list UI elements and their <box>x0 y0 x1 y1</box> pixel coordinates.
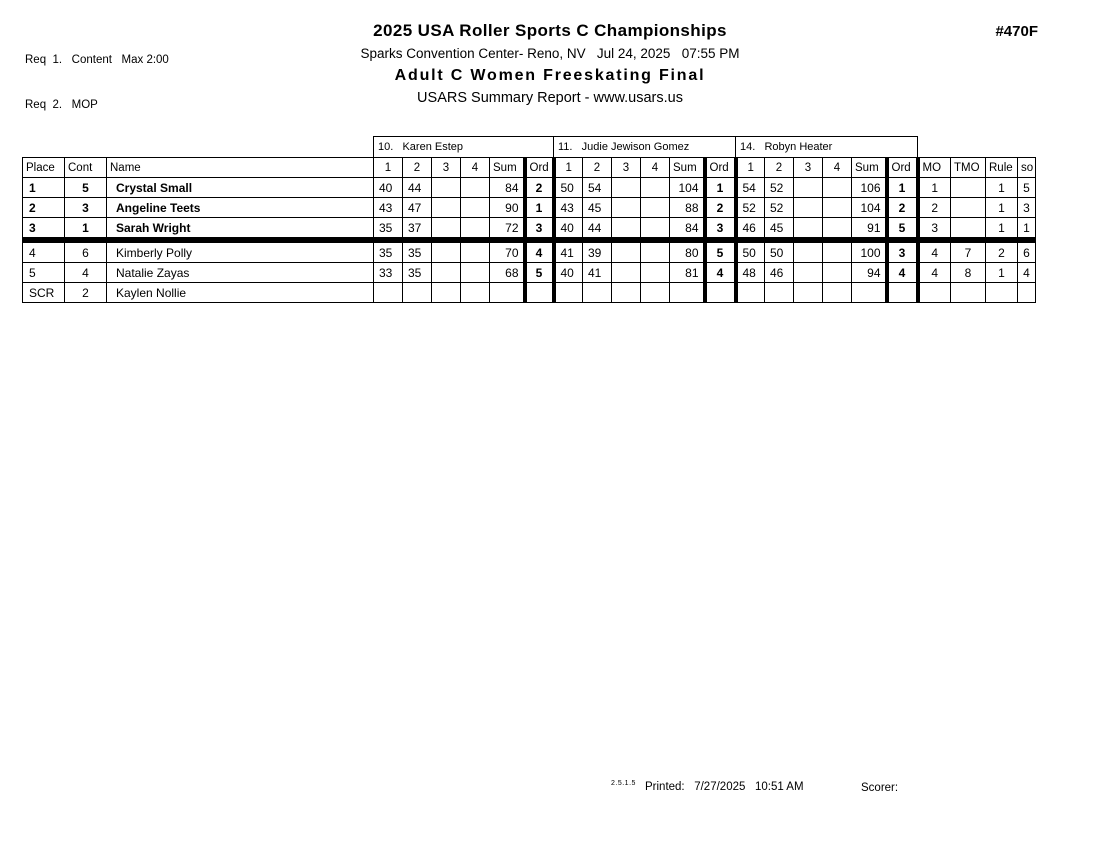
cell-judge2-sum: 88 <box>670 198 705 218</box>
cell-judge3-score2 <box>765 283 794 303</box>
cell-cont: 5 <box>65 178 107 198</box>
result-row-3 <box>23 218 1036 241</box>
header-rule: Rule <box>986 158 1018 178</box>
cell-judge1-score3 <box>432 218 461 241</box>
cell-skater-name: Sarah Wright <box>107 218 374 241</box>
cell-rule: 1 <box>986 218 1018 241</box>
header-judge2-1: 1 <box>554 158 583 178</box>
cell-rule <box>986 283 1018 303</box>
cell-judge1-score2 <box>403 283 432 303</box>
cell-judge3-ord: 3 <box>887 240 918 263</box>
results-table-wrapper <box>22 136 1036 303</box>
cell-mo: 1 <box>918 178 951 198</box>
cell-place: SCR <box>23 283 65 303</box>
cell-judge1-score2: 37 <box>403 218 432 241</box>
cell-judge2-score4 <box>641 218 670 241</box>
cell-judge1-score4 <box>461 263 490 283</box>
header-cont: Cont <box>65 158 107 178</box>
cell-judge1-score3 <box>432 198 461 218</box>
header-judge3-ord: Ord <box>887 158 918 178</box>
cell-judge2-score2: 54 <box>583 178 612 198</box>
header-judge1-4: 4 <box>461 158 490 178</box>
event-number: #470F <box>995 23 1038 40</box>
cell-judge1-ord: 2 <box>525 178 554 198</box>
cell-place: 3 <box>23 218 65 241</box>
cell-cont: 3 <box>65 198 107 218</box>
cell-judge1-score1: 43 <box>374 198 403 218</box>
cell-cont: 2 <box>65 283 107 303</box>
cell-judge1-score1: 35 <box>374 240 403 263</box>
cell-judge3-score3 <box>794 178 823 198</box>
cell-judge3-ord: 2 <box>887 198 918 218</box>
cell-judge3-score1: 48 <box>736 263 765 283</box>
cell-judge2-ord: 4 <box>705 263 736 283</box>
result-row-2 <box>23 198 1036 218</box>
header-judge1-sum: Sum <box>490 158 525 178</box>
result-row-1 <box>23 178 1036 198</box>
cell-judge2-score4 <box>641 178 670 198</box>
header-tmo: TMO <box>951 158 986 178</box>
cell-judge2-sum: 84 <box>670 218 705 241</box>
cell-judge1-score4 <box>461 240 490 263</box>
cell-judge2-score1: 40 <box>554 218 583 241</box>
cell-so: 1 <box>1018 218 1036 241</box>
cell-judge3-score4 <box>823 198 852 218</box>
results-tbody <box>23 178 1036 303</box>
cell-judge2-score3 <box>612 178 641 198</box>
cell-judge1-score3 <box>432 283 461 303</box>
header-judge2-4: 4 <box>641 158 670 178</box>
cell-judge1-sum: 70 <box>490 240 525 263</box>
cell-judge2-score4 <box>641 263 670 283</box>
cell-skater-name: Angeline Teets <box>107 198 374 218</box>
cell-judge2-score4 <box>641 240 670 263</box>
cell-judge1-score4 <box>461 178 490 198</box>
cell-judge2-sum: 80 <box>670 240 705 263</box>
report-subtitle: USARS Summary Report - www.usars.us <box>417 90 683 106</box>
header-judge3-2: 2 <box>765 158 794 178</box>
cell-judge1-score1 <box>374 283 403 303</box>
cell-judge3-score1: 52 <box>736 198 765 218</box>
header-mo: MO <box>918 158 951 178</box>
cell-judge2-ord: 1 <box>705 178 736 198</box>
cell-judge3-score1: 50 <box>736 240 765 263</box>
cell-judge3-score3 <box>794 198 823 218</box>
cell-judge1-score1: 35 <box>374 218 403 241</box>
cell-cont: 1 <box>65 218 107 241</box>
header-judge1-2: 2 <box>403 158 432 178</box>
cell-judge2-score3 <box>612 198 641 218</box>
cell-judge2-score3 <box>612 263 641 283</box>
cell-judge1-score2: 44 <box>403 178 432 198</box>
cell-judge1-score2: 47 <box>403 198 432 218</box>
cell-judge2-score1: 43 <box>554 198 583 218</box>
cell-place: 4 <box>23 240 65 263</box>
cell-judge2-ord: 5 <box>705 240 736 263</box>
result-row-5 <box>23 263 1036 283</box>
cell-tmo <box>951 218 986 241</box>
cell-judge2-sum <box>670 283 705 303</box>
cell-judge2-score2: 41 <box>583 263 612 283</box>
header-judge1-ord: Ord <box>525 158 554 178</box>
cell-mo: 4 <box>918 240 951 263</box>
cell-tmo <box>951 198 986 218</box>
cell-judge3-score4 <box>823 283 852 303</box>
cell-tmo: 7 <box>951 240 986 263</box>
cell-judge3-sum <box>852 283 887 303</box>
cell-judge3-score4 <box>823 240 852 263</box>
cell-judge3-score2: 52 <box>765 198 794 218</box>
judge-name-row <box>23 137 1036 158</box>
cell-judge3-score2: 50 <box>765 240 794 263</box>
cell-tmo <box>951 178 986 198</box>
judge-row-right-spacer <box>918 137 1036 158</box>
judge-row-left-spacer <box>23 137 374 158</box>
header-judge2-ord: Ord <box>705 158 736 178</box>
cell-skater-name: Kimberly Polly <box>107 240 374 263</box>
cell-judge3-score2: 46 <box>765 263 794 283</box>
cell-judge1-score3 <box>432 240 461 263</box>
cell-judge2-score1 <box>554 283 583 303</box>
header-judge2-3: 3 <box>612 158 641 178</box>
result-row-4 <box>23 240 1036 263</box>
cell-judge2-sum: 104 <box>670 178 705 198</box>
cell-mo: 4 <box>918 263 951 283</box>
cell-so <box>1018 283 1036 303</box>
cell-judge3-score4 <box>823 178 852 198</box>
header-judge3-1: 1 <box>736 158 765 178</box>
header-judge1-1: 1 <box>374 158 403 178</box>
cell-place: 1 <box>23 178 65 198</box>
header-judge2-sum: Sum <box>670 158 705 178</box>
cell-judge3-score4 <box>823 263 852 283</box>
cell-judge2-score3 <box>612 218 641 241</box>
cell-judge3-sum: 94 <box>852 263 887 283</box>
cell-place: 5 <box>23 263 65 283</box>
cell-judge3-sum: 104 <box>852 198 887 218</box>
venue-date-line: Sparks Convention Center- Reno, NV Jul 24, 2025 07:55 PM <box>360 46 740 61</box>
header-so: so <box>1018 158 1036 178</box>
cell-rule: 2 <box>986 240 1018 263</box>
judge-3-name: 14. Robyn Heater <box>736 137 918 158</box>
judge-1-name: 10. Karen Estep <box>374 137 554 158</box>
result-row-scr <box>23 283 1036 303</box>
header-place: Place <box>23 158 65 178</box>
cell-judge3-score3 <box>794 263 823 283</box>
cell-judge3-ord: 5 <box>887 218 918 241</box>
cell-judge2-ord <box>705 283 736 303</box>
cell-judge3-score3 <box>794 218 823 241</box>
cell-judge2-score1: 40 <box>554 263 583 283</box>
cell-judge2-ord: 3 <box>705 218 736 241</box>
cell-judge3-sum: 100 <box>852 240 887 263</box>
cell-judge3-ord: 4 <box>887 263 918 283</box>
cell-judge1-score4 <box>461 218 490 241</box>
championship-title: 2025 USA Roller Sports C Championships <box>373 21 727 40</box>
cell-so: 4 <box>1018 263 1036 283</box>
cell-cont: 4 <box>65 263 107 283</box>
cell-judge1-sum: 72 <box>490 218 525 241</box>
cell-judge1-sum <box>490 283 525 303</box>
judge-2-name: 11. Judie Jewison Gomez <box>554 137 736 158</box>
cell-judge3-score1: 54 <box>736 178 765 198</box>
cell-judge2-score2: 39 <box>583 240 612 263</box>
cell-judge1-score4 <box>461 198 490 218</box>
cell-judge2-score4 <box>641 198 670 218</box>
cell-judge3-score1 <box>736 283 765 303</box>
cell-judge2-score2: 44 <box>583 218 612 241</box>
cell-tmo <box>951 283 986 303</box>
cell-judge3-ord: 1 <box>887 178 918 198</box>
software-version: 2.5.1.5 <box>611 780 636 787</box>
cell-judge3-score1: 46 <box>736 218 765 241</box>
cell-place: 2 <box>23 198 65 218</box>
cell-rule: 1 <box>986 178 1018 198</box>
req-line-2: Req 2. MOP <box>25 99 98 111</box>
cell-judge3-sum: 91 <box>852 218 887 241</box>
cell-judge1-ord: 5 <box>525 263 554 283</box>
cell-so: 5 <box>1018 178 1036 198</box>
cell-rule: 1 <box>986 198 1018 218</box>
cell-mo: 3 <box>918 218 951 241</box>
cell-judge3-score2: 45 <box>765 218 794 241</box>
cell-skater-name: Crystal Small <box>107 178 374 198</box>
cell-judge2-score3 <box>612 240 641 263</box>
results-table <box>22 136 1036 303</box>
cell-judge1-ord: 4 <box>525 240 554 263</box>
cell-judge1-score2: 35 <box>403 263 432 283</box>
cell-so: 3 <box>1018 198 1036 218</box>
cell-rule: 1 <box>986 263 1018 283</box>
cell-judge3-sum: 106 <box>852 178 887 198</box>
cell-judge1-sum: 68 <box>490 263 525 283</box>
header-judge3-3: 3 <box>794 158 823 178</box>
cell-judge1-score2: 35 <box>403 240 432 263</box>
cell-judge3-score2: 52 <box>765 178 794 198</box>
cell-judge2-score1: 50 <box>554 178 583 198</box>
printed-timestamp: Printed: 7/27/2025 10:51 AM <box>645 781 804 793</box>
cell-judge3-score3 <box>794 283 823 303</box>
column-header-row <box>23 158 1036 178</box>
cell-judge3-ord <box>887 283 918 303</box>
header-judge1-3: 3 <box>432 158 461 178</box>
cell-so: 6 <box>1018 240 1036 263</box>
scorer-label: Scorer: <box>861 782 899 794</box>
cell-judge1-ord <box>525 283 554 303</box>
cell-judge1-score4 <box>461 283 490 303</box>
cell-judge1-sum: 90 <box>490 198 525 218</box>
cell-judge1-ord: 3 <box>525 218 554 241</box>
cell-judge1-score1: 33 <box>374 263 403 283</box>
cell-judge1-ord: 1 <box>525 198 554 218</box>
cell-judge1-score3 <box>432 178 461 198</box>
cell-judge2-ord: 2 <box>705 198 736 218</box>
header-name: Name <box>107 158 374 178</box>
header-judge3-sum: Sum <box>852 158 887 178</box>
cell-mo <box>918 283 951 303</box>
cell-tmo: 8 <box>951 263 986 283</box>
event-title: Adult C Women Freeskating Final <box>394 67 706 84</box>
cell-judge3-score3 <box>794 240 823 263</box>
cell-judge1-score3 <box>432 263 461 283</box>
cell-judge2-score2 <box>583 283 612 303</box>
cell-skater-name: Kaylen Nollie <box>107 283 374 303</box>
cell-judge1-score1: 40 <box>374 178 403 198</box>
cell-judge2-sum: 81 <box>670 263 705 283</box>
cell-mo: 2 <box>918 198 951 218</box>
cell-cont: 6 <box>65 240 107 263</box>
cell-skater-name: Natalie Zayas <box>107 263 374 283</box>
cell-judge2-score4 <box>641 283 670 303</box>
cell-judge2-score3 <box>612 283 641 303</box>
req-line-1: Req 1. Content Max 2:00 <box>25 54 169 66</box>
cell-judge2-score1: 41 <box>554 240 583 263</box>
cell-judge2-score2: 45 <box>583 198 612 218</box>
header-judge2-2: 2 <box>583 158 612 178</box>
header-judge3-4: 4 <box>823 158 852 178</box>
cell-judge1-sum: 84 <box>490 178 525 198</box>
cell-judge3-score4 <box>823 218 852 241</box>
